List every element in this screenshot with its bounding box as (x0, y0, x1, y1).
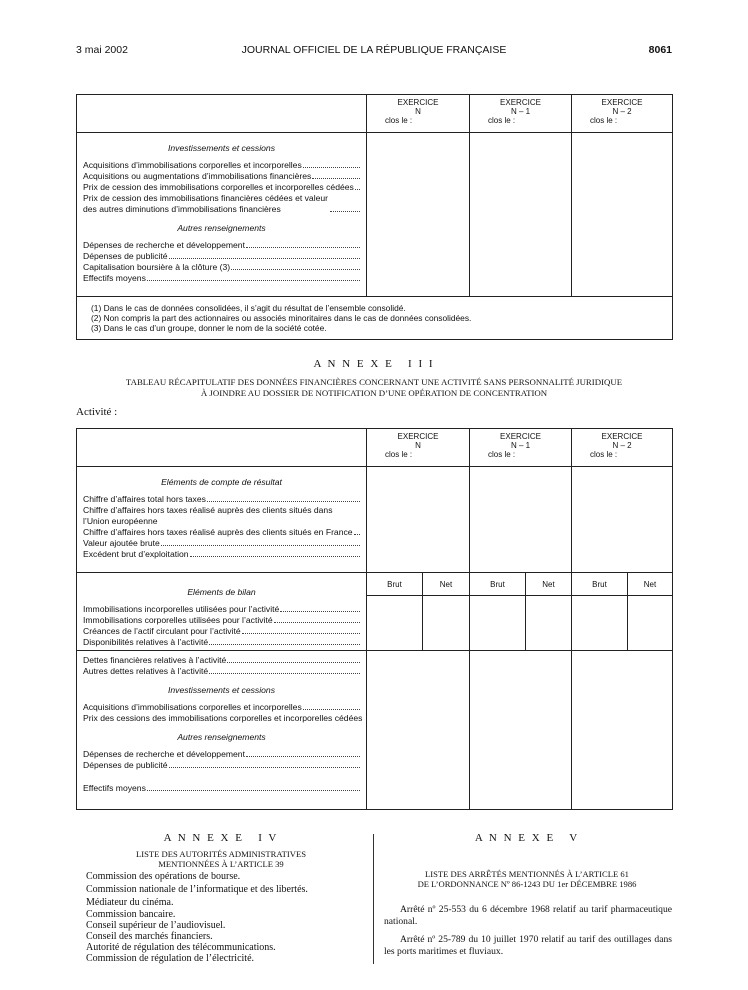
label-header-cell (77, 95, 367, 133)
list-item: Capitalisation boursière à la clôture (3) (83, 262, 360, 273)
list-item: Immobilisations incorporelles utilisées pour l’activité (83, 604, 360, 615)
value-cell (367, 467, 470, 573)
annexe-4-subtitle: LISTE DES AUTORITÉS ADMINISTRATIVES MENTIONNÉES À L’ARTICLE 39 (135, 849, 307, 869)
exercice-n-header: EXERCICE N clos le : (367, 429, 470, 467)
value-cell (367, 651, 470, 810)
list-item: Commission des opérations de bourse. (86, 871, 241, 882)
financial-table-1 (76, 94, 673, 340)
value-cell (572, 651, 673, 810)
label-header-cell (77, 429, 367, 467)
net-header: Net (423, 573, 470, 596)
list-item: Prix des cessions des immobilisations corporelles et incorporelles cédées (83, 713, 363, 723)
list-item: Commission nationale de l’informatique et des libertés. (86, 884, 308, 896)
list-item: Chiffre d’affaires hors taxes réalisé auprès des clients situés en France (83, 527, 360, 538)
header-journal: JOURNAL OFFICIEL DE LA RÉPUBLIQUE FRANÇAISE (241, 44, 507, 56)
liabilities-labels (77, 651, 367, 810)
exercice-n2-header: EXERCICE N – 2 clos le : (572, 95, 673, 133)
section-title: Investissements et cessions (168, 143, 275, 153)
value-cell (572, 596, 628, 651)
list-item: Conseil des marchés financiers. (86, 931, 213, 943)
list-item: Autorité de régulation des télécommunications. (86, 942, 276, 954)
value-cell (628, 596, 673, 651)
brut-header: Brut (367, 573, 423, 596)
annexe-3-title: A N N E X E I I I (313, 358, 435, 370)
list-item: Commission de régulation de l’électricité. (86, 953, 255, 965)
annexe-3-subtitle: TABLEAU RÉCAPITULATIF DES DONNÉES FINANCIÈRES CONCERNANT UNE ACTIVITÉ SANS PERSONNALITÉ JURIDIQUE À JOINDRE AU DOSSIER DE NOTIFICATION D’UNE OPÉRATION DE CONCENTRATION (125, 377, 623, 398)
list-item: Médiateur du cinéma. (86, 897, 174, 909)
value-cell (367, 596, 423, 651)
list-item: Dépenses de recherche et développement (83, 240, 360, 251)
exercice-n2-header: EXERCICE N – 2 clos le : (572, 429, 673, 467)
value-cell (470, 596, 526, 651)
section-title: Eléments de bilan (187, 587, 256, 597)
value-cell (470, 467, 572, 573)
list-item: Disponibilités relatives à l’activité (83, 637, 360, 648)
list-item: Dépenses de publicité (83, 760, 360, 771)
annexe-4-title: A N N E X E I V (163, 832, 279, 844)
header-page-number: 8061 (648, 44, 672, 56)
section-title: Investissements et cessions (168, 685, 275, 695)
authorities-list (86, 871, 368, 965)
exercice-n1-header: EXERCICE N – 1 clos le : (470, 429, 572, 467)
list-item: Chiffre d’affaires hors taxes réalisé auprès des clients situés dans l’Union européenne (83, 505, 333, 526)
activite-label: Activité : (76, 406, 118, 418)
arretes-list (384, 904, 672, 957)
exercice-n-header: EXERCICE N clos le : (367, 95, 470, 133)
footnote: (3) Dans le cas d’un groupe, donner le nom de la société cotée. (91, 323, 327, 333)
list-item: Acquisitions d’immobilisations corporelles et incorporelles (83, 702, 360, 713)
list-item: Dépenses de publicité (83, 251, 360, 262)
list-item: Excédent brut d’exploitation (83, 549, 360, 560)
value-cell (367, 133, 470, 297)
value-cell (572, 467, 673, 573)
value-cell (470, 651, 572, 810)
financial-table-2 (76, 428, 673, 810)
value-cell (470, 133, 572, 297)
list-item: Effectifs moyens (83, 273, 360, 284)
footnote: (2) Non compris la part des actionnaires ou associés minoritaires dans le cas de données consolidées. (91, 313, 472, 323)
balance-labels (77, 573, 367, 651)
list-item: Acquisitions d’immobilisations corporelles et incorporelles (83, 160, 360, 171)
list-item: Chiffre d’affaires total hors taxes (83, 494, 360, 505)
list-item: Conseil supérieur de l’audiovisuel. (86, 919, 226, 931)
list-item: Valeur ajoutée brute (83, 538, 360, 549)
list-item: Autres dettes relatives à l’activité (83, 666, 360, 677)
exercice-n1-header: EXERCICE N – 1 clos le : (470, 95, 572, 133)
list-item: Prix de cession des immobilisations financières cédées et valeur des autres diminutions d’immobilisations financières (83, 193, 360, 215)
section-title: Eléments de compte de résultat (161, 477, 282, 487)
list-item: Immobilisations corporelles utilisées pour l’activité (83, 615, 360, 626)
paragraph: Arrêté nº 25-789 du 10 juillet 1970 relatif au tarif des outillages dans les ports maritimes et fluviaux. (384, 934, 672, 957)
list-item: Prix de cession des immobilisations corporelles et incorporelles cédées (83, 182, 360, 193)
list-item: Effectifs moyens (83, 783, 360, 794)
list-item: Commission bancaire. (86, 908, 176, 920)
value-cell (572, 133, 673, 297)
results-labels (77, 467, 367, 573)
annexe-5-title: A N N E X E V (474, 832, 580, 844)
footnotes (77, 297, 673, 340)
brut-header: Brut (470, 573, 526, 596)
footnote: (1) Dans le cas de données consolidées, il s’agit du résultat de l’ensemble consolidé. (91, 303, 406, 313)
value-cell (423, 596, 470, 651)
list-item: Dettes financières relatives à l’activité (83, 655, 360, 666)
section-title: Autres renseignements (177, 223, 266, 233)
net-header: Net (526, 573, 572, 596)
list-item: Créances de l’actif circulant pour l’activité (83, 626, 360, 637)
value-cell (526, 596, 572, 651)
table1-labels (77, 133, 367, 297)
header-date: 3 mai 2002 (76, 44, 128, 56)
column-divider (373, 834, 374, 964)
list-item: Acquisitions ou augmentations d’immobilisations financières (83, 171, 360, 182)
annexe-5-subtitle: LISTE DES ARRÊTÉS MENTIONNÉS À L’ARTICLE 61 DE L’ORDONNANCE Nº 86-1243 DU 1er DÉCEMBRE 1986 (417, 869, 637, 889)
paragraph: Arrêté nº 25-553 du 6 décembre 1968 relatif au tarif pharmaceutique national. (384, 904, 672, 927)
net-header: Net (628, 573, 673, 596)
list-item: Dépenses de recherche et développement (83, 749, 360, 760)
section-title: Autres renseignements (177, 732, 266, 742)
brut-header: Brut (572, 573, 628, 596)
